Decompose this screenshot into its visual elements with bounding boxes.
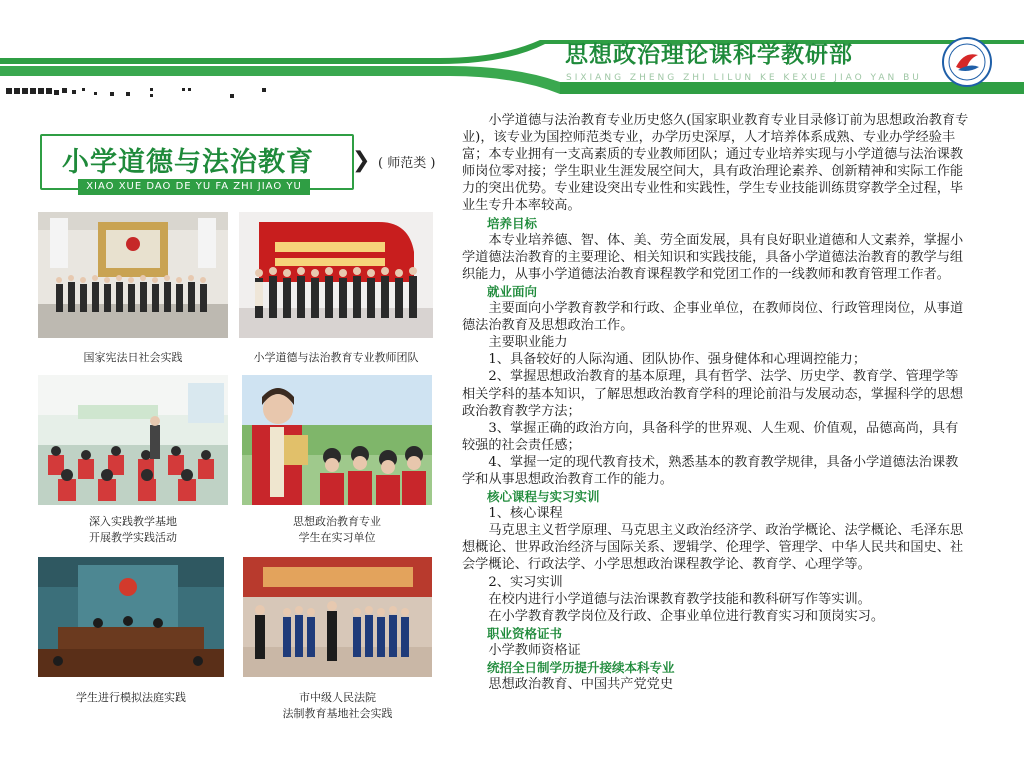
photo-teacher-team: [239, 212, 433, 338]
upgrade-heading: 统招全日制学历提升接续本科专业: [487, 660, 675, 675]
employment-paragraph: 主要面向小学教育教学和行政、企事业单位，在教师岗位、行政管理岗位，从事道德法治教育及思想政治工作。: [462, 301, 964, 334]
department-title: 思想政治理论课科学教研部: [565, 42, 853, 68]
employment-heading: 就业面向: [487, 283, 538, 299]
ability-item: 2、掌握思想政治教育的基本原理，具有哲学、法学、历史学、教育学、管理学等相关学科的基本知识，了解思想政治教育学科的理论前沿与发展动态，掌握科学的思想政治教育教学方法；: [462, 369, 964, 419]
ability-item: 4、掌握一定的现代教育技术，熟悉基本的教育教学规律，具备小学道德法治课教学和从事思想政治教育工作的能力。: [462, 454, 959, 487]
photo-caption-line: 开展教学实践活动: [89, 531, 177, 544]
photo-caption-line: 市中级人民法院: [299, 691, 376, 704]
photo-caption: [38, 514, 228, 546]
course-heading: 核心课程与实习实训: [487, 489, 600, 505]
major-title-pinyin: XIAO XUE DAO DE YU FA ZHI JIAO YU: [78, 179, 310, 195]
photo-caption-line: 学生在实习单位: [298, 531, 376, 544]
department-pinyin: SIXIANG ZHENG ZHI LILUN KE KEXUE JIAO YAN BU: [566, 73, 922, 83]
ability-title: 主要职业能力: [488, 335, 568, 351]
header-swoosh-band: [0, 0, 1024, 98]
photo-practice-base: [38, 375, 228, 505]
cert-text: 小学教师资格证: [488, 642, 581, 658]
photo-caption: 国家宪法日社会实践: [83, 351, 183, 364]
major-description: [462, 112, 969, 693]
practice-line: 在校内进行小学道德与法治课教育教学技能和教科研写作等实训。: [488, 591, 871, 607]
photo-caption: [242, 514, 432, 546]
major-title: 小学道德与法治教育: [62, 147, 314, 178]
photo-caption: 学生进行模拟法庭实践: [76, 691, 186, 704]
practice-line: 在小学教育教学岗位及行政、企事业单位进行教育实习和顶岗实习。: [488, 608, 885, 624]
ability-item: 1、具备较好的人际沟通、团队协作、强身健体和心理调控能力；: [488, 352, 867, 368]
intro-paragraph: 小学道德与法治教育专业历史悠久(国家职业教育专业目录修订前为思想政治教育专业)，该专业为国控师范类专业，办学历史深厚，人才培养体系成熟、专业办学经验丰富；本专业拥有一支高素质的专业教师团队；通过专业培养实现与小学道德与法治课教师岗位零对接；学生职业生涯发展空间大，具有政治理论素养、创新精神和实际工作能力的突出优势。专业建设突出专业性和实践性，学生专业技能训练贯穿教学全过程，毕业生专升本率较高。: [462, 113, 969, 214]
core-course-title: 1、核心课程: [488, 506, 563, 522]
upgrade-text: 思想政治教育、中国共产党党史: [488, 677, 674, 693]
chevron-right-icon: ❯: [352, 148, 371, 173]
photo-court-visit: [243, 557, 432, 677]
major-category: ( 师范类 ): [378, 156, 436, 171]
photo-caption-line: 深入实践教学基地: [89, 515, 177, 528]
photo-caption-line: 法制教育基地社会实践: [282, 707, 393, 720]
photo-caption: [243, 690, 432, 722]
goal-paragraph: 本专业培养德、智、体、美、劳全面发展，具有良好职业道德和人文素养，掌握小学道德法治教育的主要理论、相关知识和实践技能，具备小学道德法治教育的教学与组织能力，从事小学道德法治教育课程教学和党团工作的一线教师和教育管理工作者。: [462, 232, 964, 282]
goal-heading: 培养目标: [487, 215, 538, 231]
photo-caption: 小学道德与法治教育专业教师团队: [253, 351, 419, 364]
ability-item: 3、掌握正确的政治方向，具备科学的世界观、人生观、价值观，品德高尚，具有较强的社会责任感；: [462, 420, 959, 453]
photo-constitution-day: [38, 212, 228, 338]
photo-caption-line: 思想政治教育专业: [293, 515, 381, 528]
photo-internship: [242, 375, 432, 505]
photo-moot-court: [38, 557, 224, 677]
college-seal-logo-icon: [942, 37, 992, 87]
cert-heading: 职业资格证书: [487, 625, 563, 641]
core-course-paragraph: 马克思主义哲学原理、马克思主义政治经济学、政治学概论、法学概论、毛泽东思想概论、世界政治经济与国际关系、逻辑学、伦理学、管理学、中华人民共和国史、社会学概论、行政法学、小学思想政治课程教学论、教育学、心理学等。: [462, 523, 964, 573]
practice-title: 2、实习实训: [488, 574, 563, 590]
pixel-decoration: [6, 86, 286, 98]
